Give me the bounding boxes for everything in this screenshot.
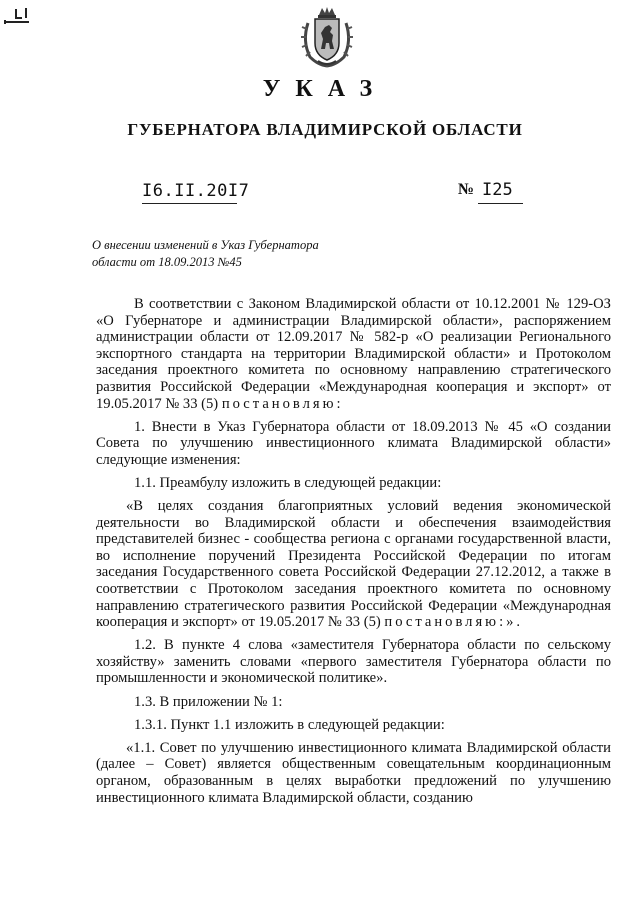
body-paragraph	[96, 498, 611, 631]
paragraph-text: «В целях создания благоприятных условий ведения экономической деятельности во Владимирской области и обеспечения взаимодействия представителей бизнес - сообщества региона с органами государственной власти, во исполнение поручений Президента Российской Федерации по итогам заседания Государственного совета Российской Федерации 27.12.2012, а также в соответствии с Протоколом заседания проектного комитета по основному направлению стратегического развития Российской Федерации «Международная кооперация и экспорт» от 19.05.2017 № 33 (5)	[96, 498, 611, 631]
decree-verb: постановляю:	[221, 395, 344, 412]
document-subject	[92, 237, 352, 271]
body-paragraph: 1. Внести в Указ Губернатора области от 18.09.2013 № 45 «О создании Совета по улучшению инвестиционного климата Владимирской области» следующие изменения:	[96, 418, 611, 468]
subject-line: О внесении изменений в Указ Губернатора	[92, 238, 319, 252]
body-paragraph: 1.2. В пункте 4 слова «заместителя Губернатора области по сельскому хозяйству» заменить словами «первого заместителя Губернатора области по промышленности и экономической политике».	[96, 637, 611, 687]
body-paragraph: 1.1. Преамбулу изложить в следующей редакции:	[134, 474, 442, 491]
body-paragraph: «1.1. Совет по улучшению инвестиционного климата Владимирской области (далее – Совет) является общественным совещательным координационным органом, образованным в целях выработки предложений по улучшению инвестиционного климата Владимирской области, созданию	[96, 739, 611, 806]
document-number-label: №	[458, 181, 475, 198]
document-title: УКАЗ	[262, 76, 388, 102]
body-paragraph	[96, 296, 611, 412]
document-date: I6.II.20I7	[142, 181, 250, 201]
document-body	[96, 296, 611, 813]
body-paragraph: 1.3. В приложении № 1:	[134, 693, 283, 710]
document-subtitle: ГУБЕРНАТОРА ВЛАДИМИРСКОЙ ОБЛАСТИ	[127, 120, 523, 139]
decree-verb: постановляю:».	[384, 614, 524, 631]
paragraph-text: В соответствии с Законом Владимирской области от 10.12.2001 № 129-ОЗ «О Губернаторе и администрации Владимирской области», распоряжением администрации области от 12.09.2017 № 582-р «О реализации Регионального экспортного стандарта на территории Владимирской области» и Протоколом заседания проектного комитета по основному направлению стратегического развития Российской Федерации «Международная кооперация и экспорт» от 19.05.2017 № 33 (5)	[96, 296, 611, 412]
coat-of-arms-icon	[298, 5, 356, 69]
corner-mark-icon	[2, 6, 32, 26]
subject-line: области от 18.09.2013 №45	[92, 255, 242, 269]
body-paragraph: 1.3.1. Пункт 1.1 изложить в следующей редакции:	[134, 716, 445, 733]
document-number: I25	[482, 180, 513, 200]
date-underline	[142, 203, 237, 204]
number-underline	[478, 203, 523, 204]
